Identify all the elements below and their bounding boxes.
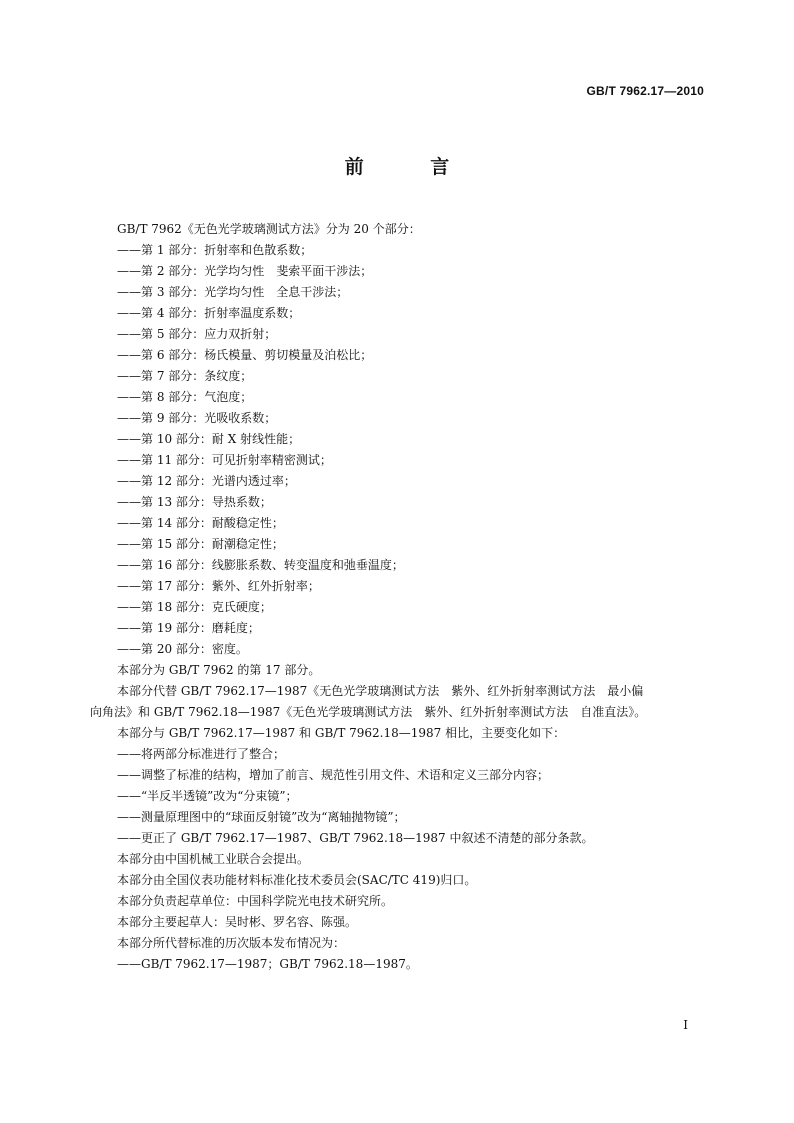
list-item: ——第 8 部分：气泡度； <box>117 390 253 404</box>
parts-list <box>117 240 707 660</box>
list-item: ——第 10 部分：耐 X 射线性能； <box>117 432 301 446</box>
list-item: ——第 20 部分：密度。 <box>117 642 248 656</box>
list-item: ——第 12 部分：光谱内透过率； <box>117 474 296 488</box>
list-item: ——第 18 部分：克氏硬度； <box>117 600 272 614</box>
replaces-paragraph-line1: 本部分代替 GB/T 7962.17—1987《无色光学玻璃测试方法 紫外、红外折射率测试方法 最小偏 <box>117 684 644 698</box>
replaces-paragraph-line2: 向角法》和 GB/T 7962.18—1987《无色光学玻璃测试方法 紫外、红外折射率测试方法 自准直法》。 <box>90 705 647 719</box>
list-item: ——第 13 部分：导热系数； <box>117 495 272 509</box>
list-item: ——更正了 GB/T 7962.17—1987、GB/T 7962.18—1987 中叙述不清楚的部分条款。 <box>117 831 594 845</box>
list-item: ——第 15 部分：耐潮稳定性； <box>117 537 284 551</box>
history-list <box>117 954 707 975</box>
foreword-body <box>90 219 707 975</box>
list-item: ——第 19 部分：磨耗度； <box>117 621 260 635</box>
list-item: ——第 7 部分：条纹度； <box>117 369 253 383</box>
history-intro-paragraph: 本部分所代替标准的历次版本发布情况为： <box>117 936 346 950</box>
this-part-paragraph: 本部分为 GB/T 7962 的第 17 部分。 <box>117 663 321 677</box>
list-item: ——第 16 部分：线膨胀系数、转变温度和弛垂温度； <box>117 558 404 572</box>
page-number: I <box>683 1018 688 1032</box>
list-item: ——第 3 部分：光学均匀性 全息干涉法； <box>117 285 349 299</box>
intro-paragraph: GB/T 7962《无色光学玻璃测试方法》分为 20 个部分： <box>117 222 421 236</box>
standard-code: GB/T 7962.17—2010 <box>586 84 704 98</box>
proposed-by-paragraph: 本部分由中国机械工业联合会提出。 <box>117 852 310 866</box>
drafting-unit-paragraph: 本部分负责起草单位：中国科学院光电技术研究所。 <box>117 894 394 908</box>
list-item: ——第 17 部分：紫外、红外折射率； <box>117 579 320 593</box>
list-item: ——第 5 部分：应力双折射； <box>117 327 277 341</box>
list-item: ——第 1 部分：折射率和色散系数； <box>117 243 313 257</box>
list-item: ——测量原理图中的“球面反射镜”改为“离轴抛物镜”； <box>117 810 406 824</box>
page-title: 前 言 <box>344 156 480 178</box>
list-item: ——“半反半透镜”改为“分束镜”； <box>117 789 298 803</box>
list-item: ——第 14 部分：耐酸稳定性； <box>117 516 284 530</box>
list-item: ——第 2 部分：光学均匀性 斐索平面干涉法； <box>117 264 373 278</box>
list-item: ——第 4 部分：折射率温度系数； <box>117 306 301 320</box>
changes-list <box>117 744 707 849</box>
list-item: ——第 9 部分：光吸收系数； <box>117 411 277 425</box>
list-item: ——GB/T 7962.17—1987；GB/T 7962.18—1987。 <box>117 957 418 971</box>
drafters-paragraph: 本部分主要起草人：吴时彬、罗名容、陈强。 <box>117 915 358 929</box>
list-item: ——调整了标准的结构，增加了前言、规范性引用文件、术语和定义三部分内容； <box>117 768 550 782</box>
list-item: ——第 11 部分：可见折射率精密测试； <box>117 453 332 467</box>
centralized-by-paragraph: 本部分由全国仪表功能材料标准化技术委员会(SAC/TC 419)归口。 <box>117 873 477 887</box>
changes-intro-paragraph: 本部分与 GB/T 7962.17—1987 和 GB/T 7962.18—1987 相比，主要变化如下： <box>117 726 566 740</box>
list-item: ——将两部分标准进行了整合； <box>117 747 286 761</box>
list-item: ——第 6 部分：杨氏模量、剪切模量及泊松比； <box>117 348 373 362</box>
